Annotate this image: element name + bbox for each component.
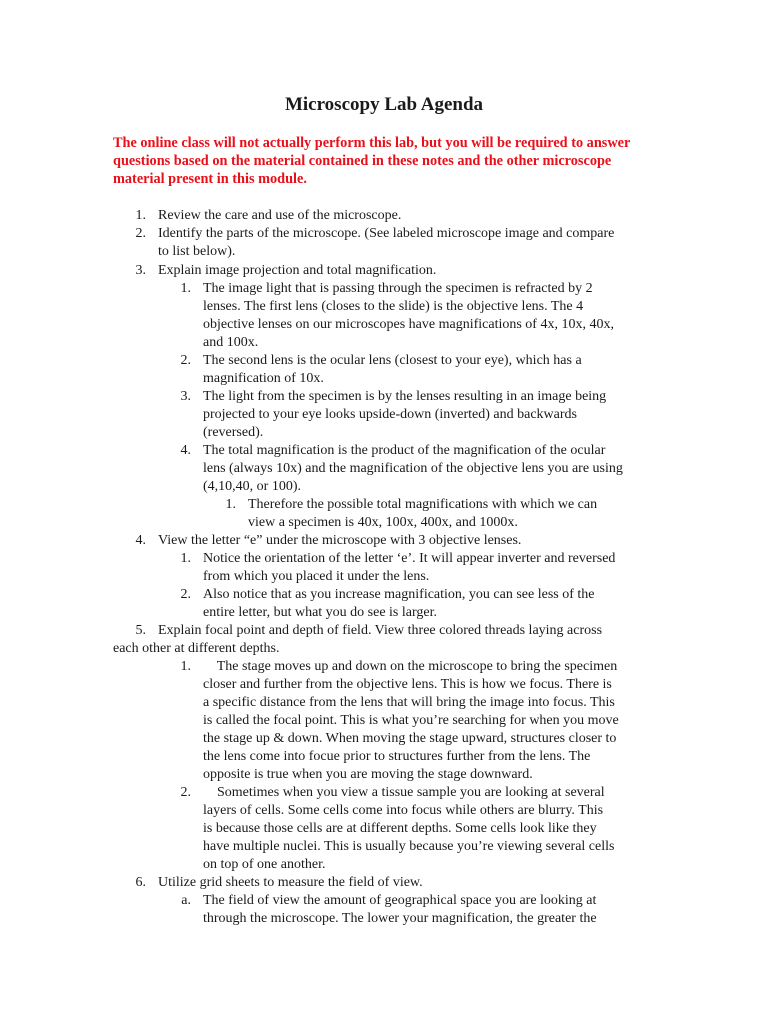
sub-list-text: on top of one another. <box>203 857 326 872</box>
sub-list-marker: 1. <box>180 281 191 296</box>
sub-list-text: magnification of 10x. <box>203 371 324 386</box>
sub-list-text: The field of view the amount of geographical space you are looking at <box>203 893 597 908</box>
list-item-text: Explain image projection and total magnification. <box>158 263 437 278</box>
list-marker: 6. <box>135 875 146 890</box>
sub-list-text: The second lens is the ocular lens (closest to your eye), which has a <box>203 353 582 368</box>
sub-list-text: opposite is true when you are moving the stage downward. <box>203 767 533 782</box>
list-item-text: View the letter “e” under the microscope with 3 objective lenses. <box>158 533 522 548</box>
sub-list-text: (4,10,40, or 100). <box>203 479 301 494</box>
sub-list-text: objective lenses on our microscopes have magnifications of 4x, 10x, 40x, <box>203 317 614 332</box>
sub-list-text: through the microscope. The lower your magnification, the greater the <box>203 911 597 926</box>
sub-list-marker: 2. <box>180 353 191 368</box>
sub-list-text: and 100x. <box>203 335 259 350</box>
list-item-text: Explain focal point and depth of field. View three colored threads laying across <box>158 623 603 638</box>
list-item-text: to list below). <box>158 244 236 259</box>
list-item-text: each other at different depths. <box>113 641 280 656</box>
sub-list-text: lens (always 10x) and the magnification of the objective lens you are using <box>203 461 623 476</box>
list-item-text: Identify the parts of the microscope. (See labeled microscope image and compare <box>158 226 615 241</box>
sub-list-text: closer and further from the objective lens. This is how we focus. There is <box>203 677 612 692</box>
sub-list-text: Sometimes when you view a tissue sample you are looking at several <box>203 785 605 800</box>
sub-list-marker: a. <box>181 893 191 908</box>
sub-list-text: The image light that is passing through the specimen is refracted by 2 <box>203 281 593 296</box>
sub-list-text: projected to your eye looks upside-down (inverted) and backwards <box>203 407 577 422</box>
list-marker: 5. <box>135 623 146 638</box>
sub-list-marker: 1. <box>180 659 191 674</box>
sub-list-text: (reversed). <box>203 425 264 440</box>
sub-list-text: from which you placed it under the lens. <box>203 569 430 584</box>
list-marker: 2. <box>135 226 146 241</box>
sub-list-marker: 2. <box>180 785 191 800</box>
list-marker: 1. <box>135 208 146 223</box>
sub-list-text: the lens come into focue prior to structures further from the lens. The <box>203 749 591 764</box>
list-marker: 3. <box>135 263 146 278</box>
sub-list-text: The light from the specimen is by the lenses resulting in an image being <box>203 389 607 404</box>
sub-list-text: The stage moves up and down on the microscope to bring the specimen <box>203 659 618 674</box>
list-item-text: Utilize grid sheets to measure the field of view. <box>158 875 423 890</box>
sub-list-text: entire letter, but what you do see is larger. <box>203 605 438 620</box>
sub-list-text: is called the focal point. This is what you’re searching for when you move <box>203 713 619 728</box>
sub-list-text: Notice the orientation of the letter ‘e’. It will appear inverter and reversed <box>203 551 616 566</box>
sub-list-text: The total magnification is the product of the magnification of the ocular <box>203 443 606 458</box>
sub-list-marker: 4. <box>180 443 191 458</box>
sub-list-text: have multiple nuclei. This is usually because you’re viewing several cells <box>203 839 615 854</box>
sub-list-marker: 1. <box>180 551 191 566</box>
list-marker: 4. <box>135 533 146 548</box>
sub-list-marker: 3. <box>180 389 191 404</box>
sub-list-text: a specific distance from the lens that will bring the image into focus. This <box>203 695 615 710</box>
page-title: Microscopy Lab Agenda <box>284 94 484 115</box>
sub-sub-list-text: view a specimen is 40x, 100x, 400x, and 1000x. <box>248 515 518 530</box>
sub-sub-list-text: Therefore the possible total magnifications with which we can <box>248 497 598 512</box>
list-item-text: Review the care and use of the microscope. <box>158 208 402 223</box>
sub-list-text: the stage up & down. When moving the stage upward, structures closer to <box>203 731 617 746</box>
online-class-notice: The online class will not actually perform this lab, but you will be required to answer questions based on the material contained in these notes and the other microscope material present in this module. <box>113 135 631 187</box>
sub-list-text: lenses. The first lens (closes to the slide) is the objective lens. The 4 <box>203 299 584 314</box>
sub-list-text: Also notice that as you increase magnification, you can see less of the <box>203 587 595 602</box>
sub-list-text: is because those cells are at different depths. Some cells look like they <box>203 821 597 836</box>
sub-list-text: layers of cells. Some cells come into focus while others are blurry. This <box>203 803 604 818</box>
sub-sub-list-marker: 1. <box>225 497 236 512</box>
sub-list-marker: 2. <box>180 587 191 602</box>
